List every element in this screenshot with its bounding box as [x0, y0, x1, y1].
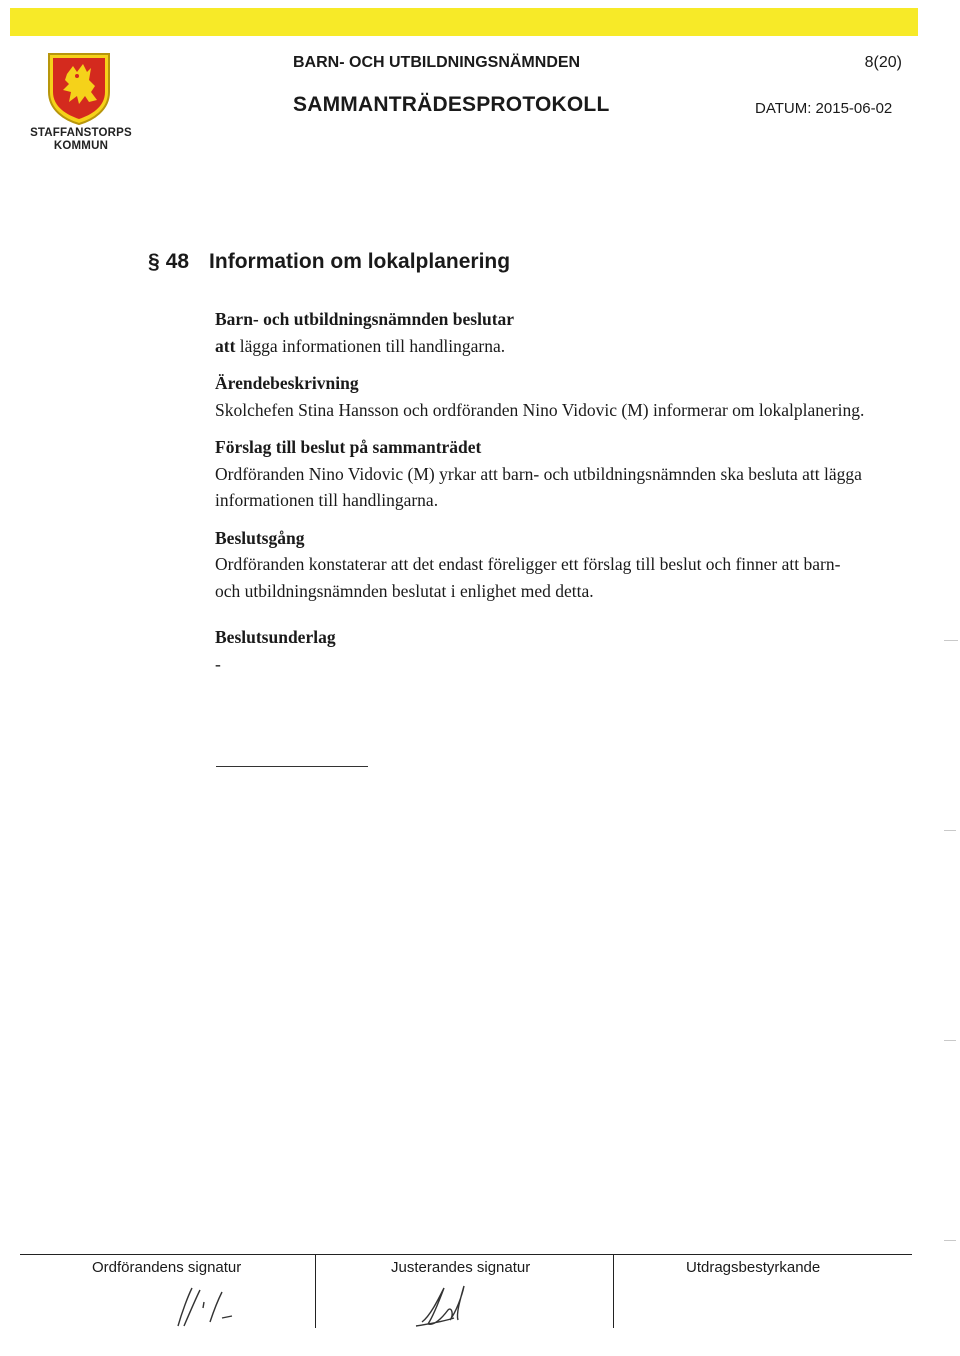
process-text: Ordföranden konstaterar att det endast föreligger ett förslag till beslut och finner att barn- och utbildningsnämnden beslutat i enlighet med detta. — [215, 554, 841, 601]
proposal-text: Ordföranden Nino Vidovic (M) yrkar att barn- och utbildningsnämnden ska besluta att lägga informationen till handlingarna. — [215, 463, 862, 510]
committee-name: BARN- OCH UTBILDNINGSNÄMNDEN — [293, 54, 581, 71]
paragraph-symbol: § — [148, 250, 160, 273]
signature-divider — [613, 1254, 614, 1328]
process-heading: Beslutsgång — [215, 527, 305, 548]
paragraph-number: 48 — [165, 250, 190, 273]
decision-heading: Barn- och utbildningsnämnden beslutar — [215, 309, 515, 329]
basis-heading: Beslutsunderlag — [215, 627, 336, 647]
organization-line-1: STAFFANSTORPS — [30, 127, 132, 139]
paragraph-title: Information om lokalplanering — [209, 250, 511, 273]
decision-att: att — [215, 335, 236, 356]
adjuster-signature-label: Justerandes signatur — [391, 1259, 531, 1276]
page-number: 8(20) — [864, 54, 902, 71]
document-date: DATUM: 2015-06-02 — [755, 100, 893, 117]
basis-item: - — [215, 653, 221, 674]
chair-signature-label: Ordförandens signatur — [92, 1259, 242, 1276]
case-heading: Ärendebeskrivning — [215, 373, 359, 393]
case-text: Skolchefen Stina Hansson och ordföranden Nino Vidovic (M) informerar om lokalplanering. — [215, 399, 865, 420]
paragraph-body — [215, 306, 865, 677]
organization-name — [22, 127, 140, 153]
adjuster-signature-mark — [408, 1280, 470, 1332]
decision-text — [215, 333, 865, 360]
signature-rule — [20, 1254, 912, 1255]
signature-divider — [315, 1254, 316, 1328]
yellow-header-banner — [10, 8, 918, 36]
section-end-rule — [216, 766, 368, 767]
chair-signature-mark — [170, 1282, 240, 1332]
organization-line-2: KOMMUN — [53, 140, 109, 152]
proposal-heading: Förslag till beslut på sammanträdet — [215, 437, 482, 457]
decision-body: lägga informationen till handlingarna. — [239, 335, 506, 356]
paragraph-heading — [148, 250, 510, 274]
certification-label: Utdragsbestyrkande — [686, 1259, 821, 1276]
document-title: SAMMANTRÄDESPROTOKOLL — [293, 93, 610, 116]
crest-icon — [47, 52, 111, 126]
